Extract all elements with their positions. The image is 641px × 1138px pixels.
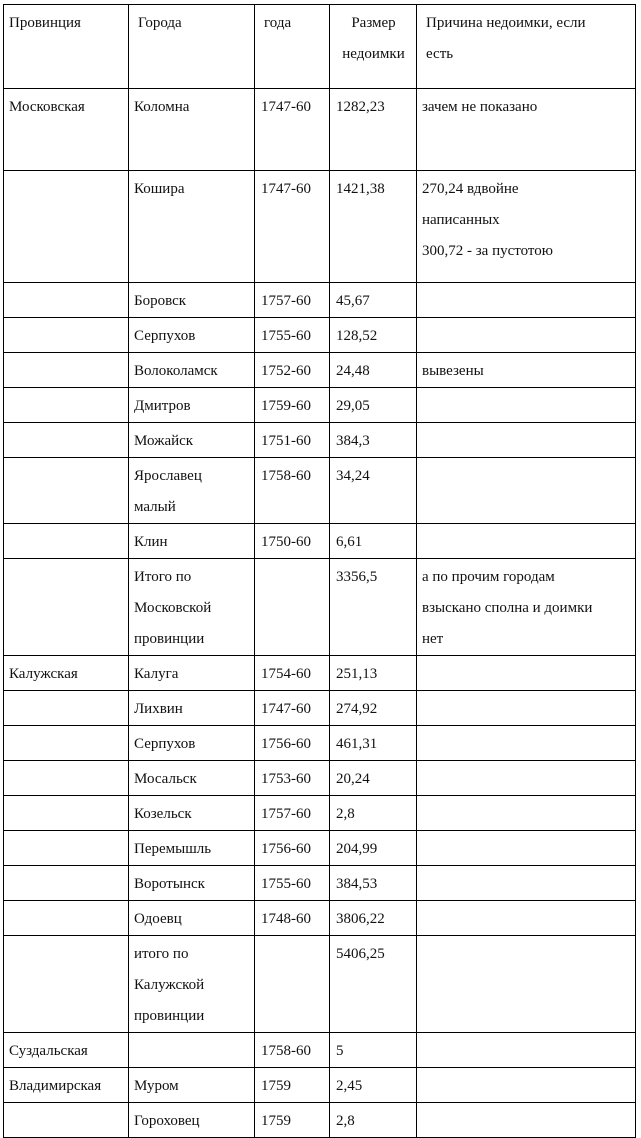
cell-amount: [330, 831, 417, 866]
table-row: [4, 283, 636, 318]
table-row: [4, 318, 636, 353]
cell-province: [4, 89, 129, 171]
cell-reason: [417, 936, 636, 1033]
cell-city-text: Муром: [134, 1078, 179, 1094]
cell-amount-text: 34,24: [336, 468, 370, 484]
cell-years: [255, 656, 330, 691]
cell-amount-text: 29,05: [336, 398, 370, 414]
cell-amount-text: 3806,22: [336, 911, 385, 927]
cell-city: [129, 691, 255, 726]
cell-city-text: итого по: [134, 946, 189, 962]
cell-reason-text: а по прочим городам: [422, 569, 555, 585]
cell-amount-text: 2,8: [336, 806, 355, 822]
cell-amount: [330, 866, 417, 901]
cell-city-text: Ярославец: [134, 468, 202, 484]
cell-city: [129, 89, 255, 171]
cell-years-text: 1755-60: [261, 328, 311, 344]
cell-amount: [330, 458, 417, 524]
cell-city: [129, 524, 255, 559]
cell-city: [129, 353, 255, 388]
cell-city-text: Коломна: [134, 99, 190, 115]
cell-city: [129, 726, 255, 761]
cell-amount-text: 24,48: [336, 363, 370, 379]
cell-city-text: Московской: [134, 600, 212, 616]
cell-years-text: 1750-60: [261, 534, 311, 550]
cell-city: [129, 1033, 255, 1068]
cell-years-text: 1756-60: [261, 736, 311, 752]
cell-city: [129, 761, 255, 796]
cell-city-text: провинции: [134, 631, 205, 647]
cell-amount: [330, 901, 417, 936]
cell-reason: [417, 353, 636, 388]
cell-province: [4, 171, 129, 283]
document-page: [3, 4, 636, 1138]
cell-city: [129, 936, 255, 1033]
cell-years-text: 1755-60: [261, 876, 311, 892]
table-row: [4, 171, 636, 283]
cell-amount: [330, 89, 417, 171]
cell-years-text: 1759: [261, 1113, 291, 1129]
cell-reason: [417, 423, 636, 458]
cell-province: [4, 283, 129, 318]
table-row: [4, 901, 636, 936]
cell-amount: [330, 761, 417, 796]
cell-city-text: Боровск: [134, 293, 187, 309]
cell-city-text: Калуга: [134, 666, 179, 682]
cell-amount: [330, 936, 417, 1033]
cell-amount: [330, 1103, 417, 1138]
cell-amount-text: 274,92: [336, 701, 378, 717]
cell-reason: [417, 761, 636, 796]
cell-amount-text: 251,13: [336, 666, 378, 682]
cell-amount-text: 128,52: [336, 328, 378, 344]
cell-city-text: Лихвин: [134, 701, 183, 717]
cell-city-text: Можайск: [134, 433, 194, 449]
header-amount: Размер недоимки: [330, 5, 417, 89]
cell-reason: [417, 796, 636, 831]
cell-years-text: 1753-60: [261, 771, 311, 787]
cell-city: [129, 559, 255, 656]
cell-province: [4, 796, 129, 831]
cell-amount-text: 2,8: [336, 1113, 355, 1129]
cell-city-text: малый: [134, 499, 176, 515]
cell-city: [129, 171, 255, 283]
cell-amount: [330, 171, 417, 283]
cell-years-text: 1758-60: [261, 468, 311, 484]
arrears-table: [3, 4, 636, 1138]
cell-city: [129, 388, 255, 423]
cell-city: [129, 1103, 255, 1138]
cell-province: [4, 423, 129, 458]
cell-years: [255, 901, 330, 936]
cell-reason: [417, 901, 636, 936]
cell-amount-text: 1282,23: [336, 99, 385, 115]
cell-province: [4, 901, 129, 936]
cell-province: [4, 458, 129, 524]
cell-amount-text: 3356,5: [336, 569, 378, 585]
table-row: [4, 353, 636, 388]
cell-years: [255, 318, 330, 353]
table-row: [4, 691, 636, 726]
cell-city: [129, 796, 255, 831]
table-header-row: [4, 5, 636, 89]
cell-reason-text: зачем не показано: [422, 99, 538, 115]
table-row: [4, 726, 636, 761]
cell-city: [129, 1068, 255, 1103]
cell-province: [4, 831, 129, 866]
cell-reason-text: нет: [422, 631, 444, 647]
cell-city-text: Перемышль: [134, 841, 212, 857]
table-row: [4, 1033, 636, 1068]
cell-amount: [330, 691, 417, 726]
table-row: [4, 831, 636, 866]
cell-years: [255, 1033, 330, 1068]
cell-city-text: Клин: [134, 534, 168, 550]
cell-reason: [417, 318, 636, 353]
cell-city: [129, 283, 255, 318]
cell-city-text: Калужской: [134, 977, 205, 993]
cell-amount-text: 461,31: [336, 736, 378, 752]
cell-city-text: провинции: [134, 1008, 205, 1024]
cell-years: [255, 866, 330, 901]
cell-reason: [417, 283, 636, 318]
cell-years-text: 1748-60: [261, 911, 311, 927]
cell-province: [4, 559, 129, 656]
cell-reason-text: взыскано сполна и доимки: [422, 600, 593, 616]
cell-city-text: Воротынск: [134, 876, 205, 892]
table-row: [4, 423, 636, 458]
cell-years-text: 1759-60: [261, 398, 311, 414]
cell-years: [255, 283, 330, 318]
cell-city: [129, 831, 255, 866]
cell-amount: [330, 318, 417, 353]
table-body: [4, 89, 636, 1138]
cell-province-text: Калужская: [9, 666, 78, 682]
cell-city-text: Козельск: [134, 806, 192, 822]
cell-province: [4, 1103, 129, 1138]
cell-province: [4, 388, 129, 423]
header-reason: Причина недоимки, если есть: [417, 5, 636, 89]
cell-years-text: 1751-60: [261, 433, 311, 449]
table-row: [4, 656, 636, 691]
cell-years: [255, 458, 330, 524]
cell-amount: [330, 353, 417, 388]
cell-reason: [417, 388, 636, 423]
cell-years-text: 1757-60: [261, 293, 311, 309]
cell-years-text: 1757-60: [261, 806, 311, 822]
cell-amount: [330, 656, 417, 691]
cell-city-text: Волоколамск: [134, 363, 218, 379]
cell-city: [129, 318, 255, 353]
cell-amount: [330, 423, 417, 458]
cell-years: [255, 171, 330, 283]
cell-years: [255, 388, 330, 423]
table-row: [4, 761, 636, 796]
cell-amount-text: 2,45: [336, 1078, 363, 1094]
header-years: года: [255, 5, 330, 89]
cell-reason: [417, 866, 636, 901]
cell-years-text: 1758-60: [261, 1043, 311, 1059]
cell-city-text: Итого по: [134, 569, 192, 585]
cell-amount-text: 384,53: [336, 876, 378, 892]
cell-amount-text: 6,61: [336, 534, 363, 550]
cell-years-text: 1754-60: [261, 666, 311, 682]
header-province: Провинция: [4, 5, 129, 89]
table-row: [4, 458, 636, 524]
cell-province: [4, 353, 129, 388]
cell-years-text: 1752-60: [261, 363, 311, 379]
cell-province: [4, 866, 129, 901]
cell-province: [4, 936, 129, 1033]
cell-amount-text: 384,3: [336, 433, 370, 449]
cell-reason: [417, 559, 636, 656]
cell-city-text: Гороховец: [134, 1113, 200, 1129]
cell-years-text: 1756-60: [261, 841, 311, 857]
cell-years: [255, 423, 330, 458]
cell-years: [255, 89, 330, 171]
cell-reason: [417, 1068, 636, 1103]
cell-years-text: 1747-60: [261, 99, 311, 115]
cell-amount: [330, 1033, 417, 1068]
cell-province-text: Московская: [9, 99, 85, 115]
cell-years: [255, 761, 330, 796]
cell-city-text: Мосальск: [134, 771, 197, 787]
cell-years-text: 1747-60: [261, 181, 311, 197]
cell-years: [255, 796, 330, 831]
cell-reason-text: 300,72 - за пустотою: [422, 243, 553, 259]
cell-years: [255, 726, 330, 761]
cell-province: [4, 726, 129, 761]
cell-amount-text: 5: [336, 1043, 344, 1059]
cell-reason: [417, 726, 636, 761]
cell-years-text: 1747-60: [261, 701, 311, 717]
cell-province: [4, 691, 129, 726]
cell-city: [129, 656, 255, 691]
cell-province: [4, 761, 129, 796]
cell-years: [255, 691, 330, 726]
cell-amount: [330, 726, 417, 761]
cell-city-text: Серпухов: [134, 328, 196, 344]
cell-years: [255, 936, 330, 1033]
header-cities: Города: [129, 5, 255, 89]
cell-amount-text: 204,99: [336, 841, 378, 857]
cell-years: [255, 831, 330, 866]
cell-city: [129, 458, 255, 524]
cell-years-text: 1759: [261, 1078, 291, 1094]
cell-amount: [330, 388, 417, 423]
table-row: [4, 388, 636, 423]
table-row: [4, 559, 636, 656]
cell-years: [255, 524, 330, 559]
cell-city-text: Дмитров: [134, 398, 191, 414]
cell-reason-text: вывезены: [422, 363, 484, 379]
cell-reason-text: 270,24 вдвойне: [422, 181, 519, 197]
cell-province: [4, 1033, 129, 1068]
cell-reason: [417, 171, 636, 283]
cell-reason: [417, 89, 636, 171]
table-row: [4, 866, 636, 901]
cell-reason: [417, 1103, 636, 1138]
cell-amount-text: 5406,25: [336, 946, 385, 962]
cell-amount: [330, 796, 417, 831]
cell-reason: [417, 1033, 636, 1068]
cell-province: [4, 656, 129, 691]
cell-amount: [330, 1068, 417, 1103]
cell-amount-text: 45,67: [336, 293, 370, 309]
table-row: [4, 524, 636, 559]
table-row: [4, 936, 636, 1033]
table-row: [4, 89, 636, 171]
cell-reason: [417, 458, 636, 524]
cell-amount: [330, 283, 417, 318]
cell-reason: [417, 656, 636, 691]
table-row: [4, 796, 636, 831]
cell-reason: [417, 691, 636, 726]
cell-years: [255, 1068, 330, 1103]
cell-province: [4, 318, 129, 353]
cell-province-text: Владимирская: [9, 1078, 102, 1094]
cell-city-text: Одоевц: [134, 911, 182, 927]
cell-city-text: Кошира: [134, 181, 185, 197]
cell-province: [4, 524, 129, 559]
cell-city: [129, 423, 255, 458]
cell-years: [255, 353, 330, 388]
cell-reason-text: написанных: [422, 212, 500, 228]
table-row: [4, 1103, 636, 1138]
cell-amount: [330, 559, 417, 656]
cell-years: [255, 1103, 330, 1138]
cell-reason: [417, 831, 636, 866]
cell-amount-text: 1421,38: [336, 181, 385, 197]
table-row: [4, 1068, 636, 1103]
cell-city: [129, 866, 255, 901]
cell-years: [255, 559, 330, 656]
cell-amount-text: 20,24: [336, 771, 370, 787]
cell-city-text: Серпухов: [134, 736, 196, 752]
cell-province-text: Суздальская: [9, 1043, 88, 1059]
cell-reason: [417, 524, 636, 559]
cell-province: [4, 1068, 129, 1103]
cell-amount: [330, 524, 417, 559]
cell-city: [129, 901, 255, 936]
